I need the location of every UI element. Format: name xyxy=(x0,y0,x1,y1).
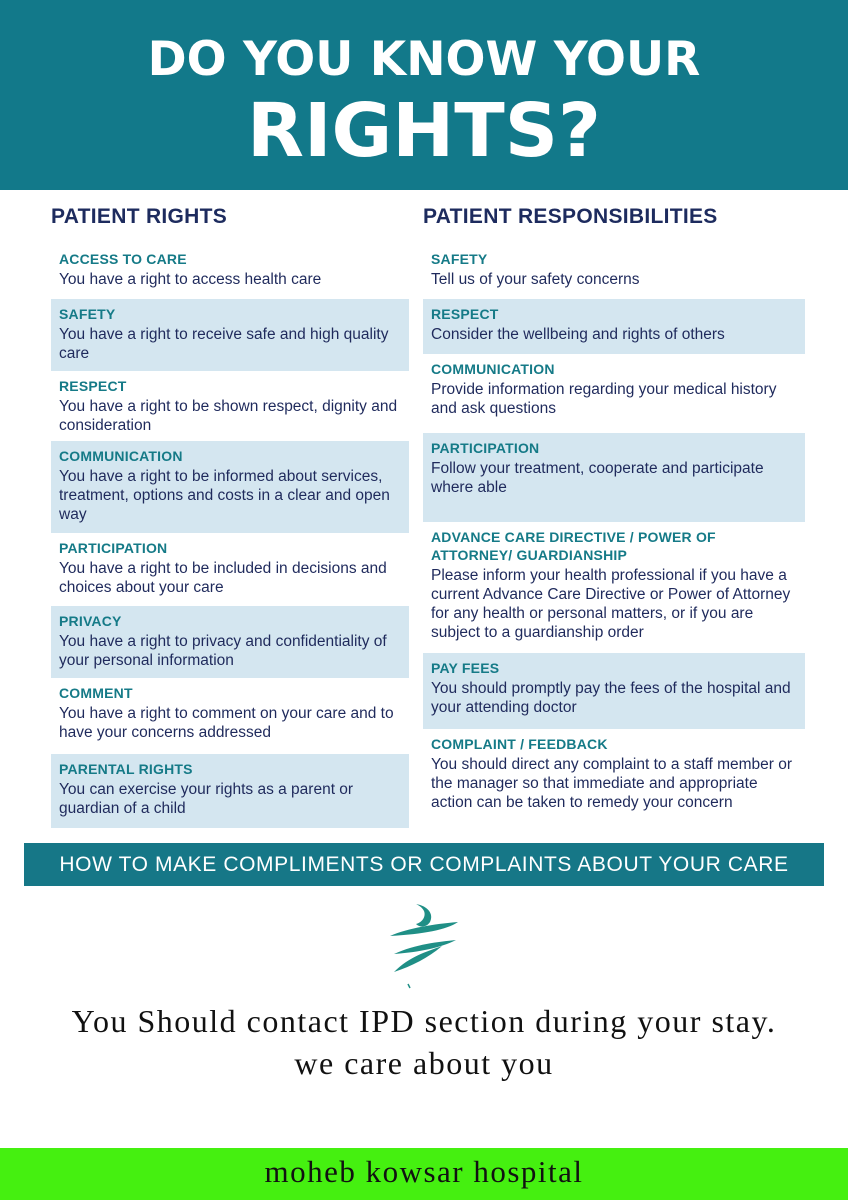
item-title: COMMUNICATION xyxy=(59,448,183,464)
item-title: PARTICIPATION xyxy=(431,440,540,456)
page-header xyxy=(0,0,848,190)
header-title-line2: RIGHTS? xyxy=(247,88,601,174)
item-title: PAY FEES xyxy=(431,660,500,676)
hospital-name-footer: moheb kowsar hospital xyxy=(0,1148,848,1200)
item-title: RESPECT xyxy=(59,378,127,394)
resp-item-communication xyxy=(423,354,805,433)
item-text: You should promptly pay the fees of the hospital and your attending doctor xyxy=(431,680,791,716)
item-text: You should direct any complaint to a staff member or the manager so that immediate and appropriate action can be taken to remedy your concern xyxy=(431,756,793,811)
patient-rights-heading: PATIENT RIGHTS xyxy=(51,205,228,228)
rights-item-parental-rights xyxy=(51,754,409,828)
patient-responsibilities-heading: PATIENT RESPONSIBILITIES xyxy=(423,205,718,228)
item-text: Provide information regarding your medical history and ask questions xyxy=(431,381,777,417)
resp-item-respect xyxy=(423,299,805,354)
hospital-logo-icon xyxy=(386,900,462,990)
complaints-banner: HOW TO MAKE COMPLIMENTS OR COMPLAINTS ABOUT YOUR CARE xyxy=(24,843,824,886)
rights-item-participation xyxy=(51,533,409,606)
rights-item-access-to-care xyxy=(51,244,409,299)
item-title: PARTICIPATION xyxy=(59,540,168,556)
item-text: You have a right to receive safe and high quality care xyxy=(59,326,389,362)
item-title: PRIVACY xyxy=(59,613,122,629)
item-text: Follow your treatment, cooperate and participate where able xyxy=(431,460,764,496)
item-title: COMMENT xyxy=(59,685,133,701)
resp-item-advance-care-directive xyxy=(423,522,805,653)
item-text: Please inform your health professional if you have a current Advance Care Directive or Power of Attorney for any health or personal matters, or if you are subject to a guardianship order xyxy=(431,567,791,641)
item-title: COMPLAINT / FEEDBACK xyxy=(431,736,608,752)
resp-item-participation xyxy=(423,433,805,522)
item-text: You can exercise your rights as a parent or guardian of a child xyxy=(59,781,354,817)
item-title: COMMUNICATION xyxy=(431,361,555,377)
item-text: Consider the wellbeing and rights of others xyxy=(431,326,725,343)
item-text: You have a right to comment on your care and to have your concerns addressed xyxy=(59,705,394,741)
resp-item-safety xyxy=(423,244,805,299)
contact-line1: You Should contact IPD section during your stay. xyxy=(71,1003,777,1039)
item-text: You have a right to be included in decisions and choices about your care xyxy=(59,560,387,596)
resp-item-pay-fees xyxy=(423,653,805,729)
header-title-line1: DO YOU KNOW YOUR xyxy=(147,32,701,87)
rights-item-communication xyxy=(51,441,409,533)
rights-item-safety xyxy=(51,299,409,371)
item-text: You have a right to be shown respect, dignity and consideration xyxy=(59,398,398,434)
rights-item-respect xyxy=(51,371,409,441)
item-title: SAFETY xyxy=(59,306,116,322)
patient-rights-column xyxy=(51,200,409,828)
rights-item-comment xyxy=(51,678,409,754)
contact-line2: we care about you xyxy=(294,1045,554,1081)
resp-item-complaint-feedback xyxy=(423,729,805,834)
contact-message xyxy=(0,1000,848,1084)
item-title: RESPECT xyxy=(431,306,499,322)
rights-item-privacy xyxy=(51,606,409,678)
item-text: You have a right to access health care xyxy=(59,271,322,288)
item-title: PARENTAL RIGHTS xyxy=(59,761,193,777)
item-text: Tell us of your safety concerns xyxy=(431,271,640,288)
item-text: You have a right to be informed about services, treatment, options and costs in a clear and open way xyxy=(59,468,390,523)
item-title: SAFETY xyxy=(431,251,488,267)
item-title: ACCESS TO CARE xyxy=(59,251,187,267)
item-title: ADVANCE CARE DIRECTIVE / POWER OF ATTORNEY/ GUARDIANSHIP xyxy=(431,529,716,563)
patient-responsibilities-column xyxy=(423,200,805,834)
item-text: You have a right to privacy and confidentiality of your personal information xyxy=(59,633,387,669)
